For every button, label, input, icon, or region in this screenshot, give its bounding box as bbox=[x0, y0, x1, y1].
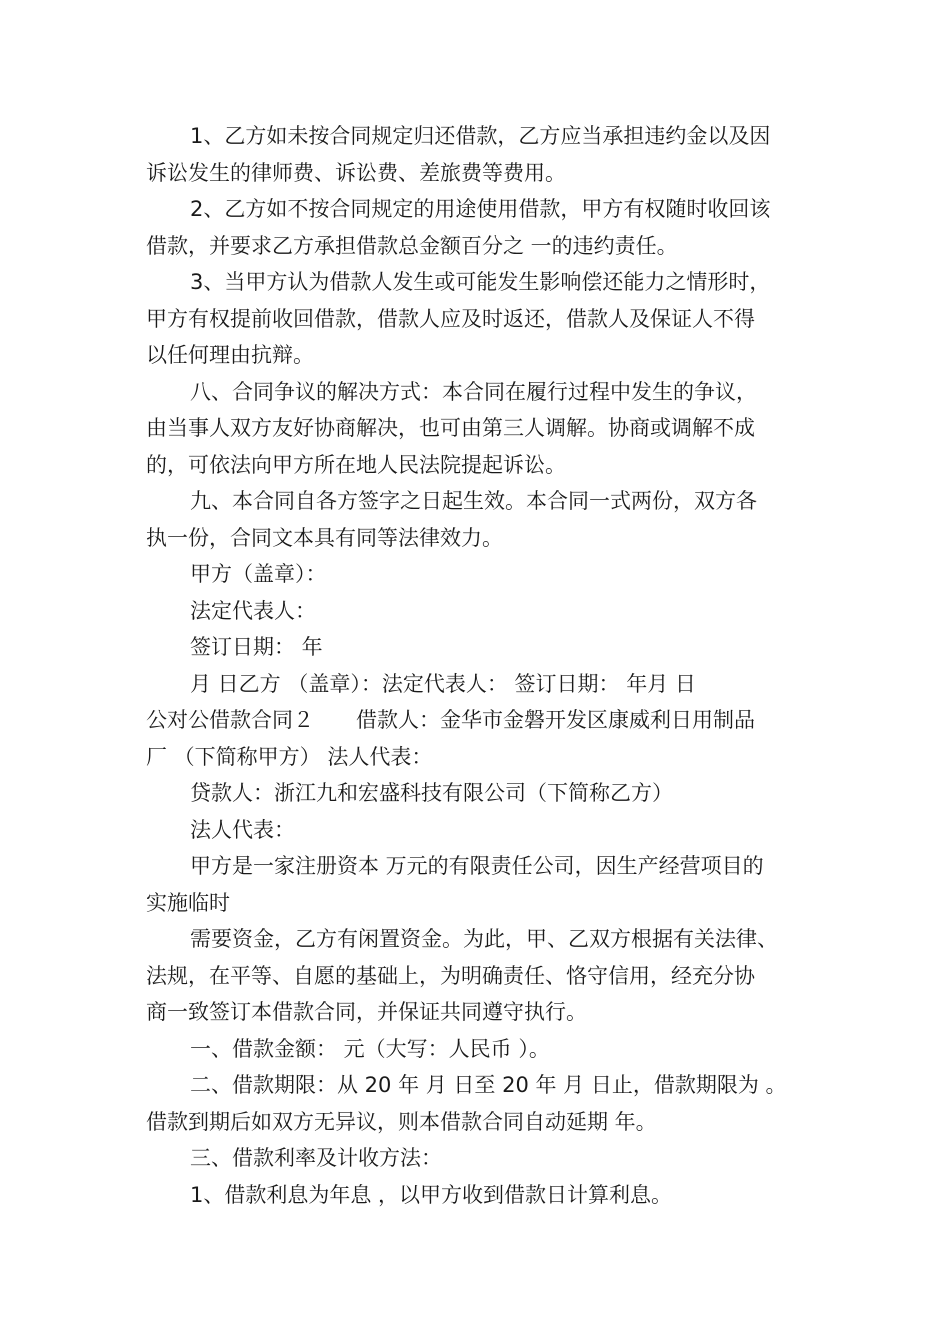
text-line: 3、当甲方认为借款人发生或可能发生影响偿还能力之情形时， bbox=[190, 270, 771, 294]
clause-3 bbox=[146, 264, 836, 374]
text-line: 的，可依法向甲方所在地人民法院提起诉讼。 bbox=[146, 452, 566, 477]
party-b-line bbox=[146, 666, 836, 703]
text-line: 诉讼发生的律师费、诉讼费、差旅费等费用。 bbox=[146, 160, 566, 185]
text-line: 一、借款金额： 元（大写：人民币 ）。 bbox=[190, 1036, 550, 1061]
section-8 bbox=[146, 374, 836, 484]
text-line: 甲方有权提前收回借款，借款人应及时返还，借款人及保证人不得 bbox=[146, 306, 755, 331]
text-line: 借款到期后如双方无异议，则本借款合同自动延期 年。 bbox=[146, 1109, 657, 1134]
party-a-seal bbox=[146, 556, 836, 593]
clause-1 bbox=[146, 118, 836, 191]
text-line: 月 日乙方 （盖章）：法定代表人： 签订日期： 年月 日 bbox=[190, 671, 696, 696]
text-line: 法规，在平等、自愿的基础上，为明确责任、恪守信用，经充分协 bbox=[146, 963, 755, 988]
text-line: 由当事人双方友好协商解决，也可由第三人调解。协商或调解不成 bbox=[146, 416, 755, 440]
text-line: 执一份，合同文本具有同等法律效力。 bbox=[146, 525, 503, 550]
term bbox=[146, 1067, 836, 1140]
text-line: 二、借款期限：从 20 年 月 日至 20 年 月 日止，借款期限为 。 bbox=[190, 1073, 787, 1097]
text-line: 需要资金，乙方有闲置资金。为此，甲、乙双方根据有关法律、 bbox=[190, 927, 778, 951]
text-line: 法人代表： bbox=[190, 817, 295, 842]
text-line: 2、乙方如不按合同规定的用途使用借款，甲方有权随时收回该 bbox=[190, 197, 771, 221]
clause-2 bbox=[146, 191, 836, 264]
lender bbox=[146, 775, 836, 812]
rate-1 bbox=[146, 1177, 836, 1214]
text-line: 贷款人：浙江九和宏盛科技有限公司（下简称乙方） bbox=[190, 781, 673, 805]
lender-rep bbox=[146, 812, 836, 849]
text-line: 法定代表人： bbox=[190, 598, 316, 623]
purpose bbox=[146, 921, 836, 1031]
text-line: 八、合同争议的解决方式：本合同在履行过程中发生的争议， bbox=[190, 379, 757, 404]
rate-heading bbox=[146, 1140, 836, 1177]
text-line: 九、本合同自各方签字之日起生效。本合同一式两份，双方各 bbox=[190, 489, 757, 513]
text-line: 1、借款利息为年息 ，以甲方收到借款日计算利息。 bbox=[190, 1182, 673, 1207]
sign-date bbox=[146, 629, 836, 666]
text-line: 甲方是一家注册资本 万元的有限责任公司，因生产经营项目的 bbox=[190, 854, 764, 878]
text-line: 甲方（盖章）： bbox=[190, 562, 327, 586]
text-line: 三、借款利率及计收方法： bbox=[190, 1146, 442, 1170]
contract-2-title bbox=[146, 702, 836, 775]
legal-rep bbox=[146, 593, 836, 630]
text-line: 1、乙方如未按合同规定归还借款，乙方应当承担违约金以及因 bbox=[190, 124, 771, 148]
text-line: 厂 （下简称甲方） 法人代表： bbox=[146, 744, 433, 769]
text-line: 借款，并要求乙方承担借款总金额百分之 一的违约责任。 bbox=[146, 233, 678, 258]
party-a-intro bbox=[146, 848, 836, 921]
document-body bbox=[146, 118, 836, 1213]
amount bbox=[146, 1031, 836, 1068]
section-9 bbox=[146, 483, 836, 556]
text-line: 商一致签订本借款合同，并保证共同遵守执行。 bbox=[146, 1000, 587, 1024]
text-line: 以任何理由抗辩。 bbox=[146, 343, 314, 367]
text-line: 公对公借款合同２ 借款人：金华市金磐开发区康威利日用制品 bbox=[146, 708, 755, 732]
text-line: 签订日期： 年 bbox=[190, 635, 323, 659]
text-line: 实施临时 bbox=[146, 890, 230, 915]
